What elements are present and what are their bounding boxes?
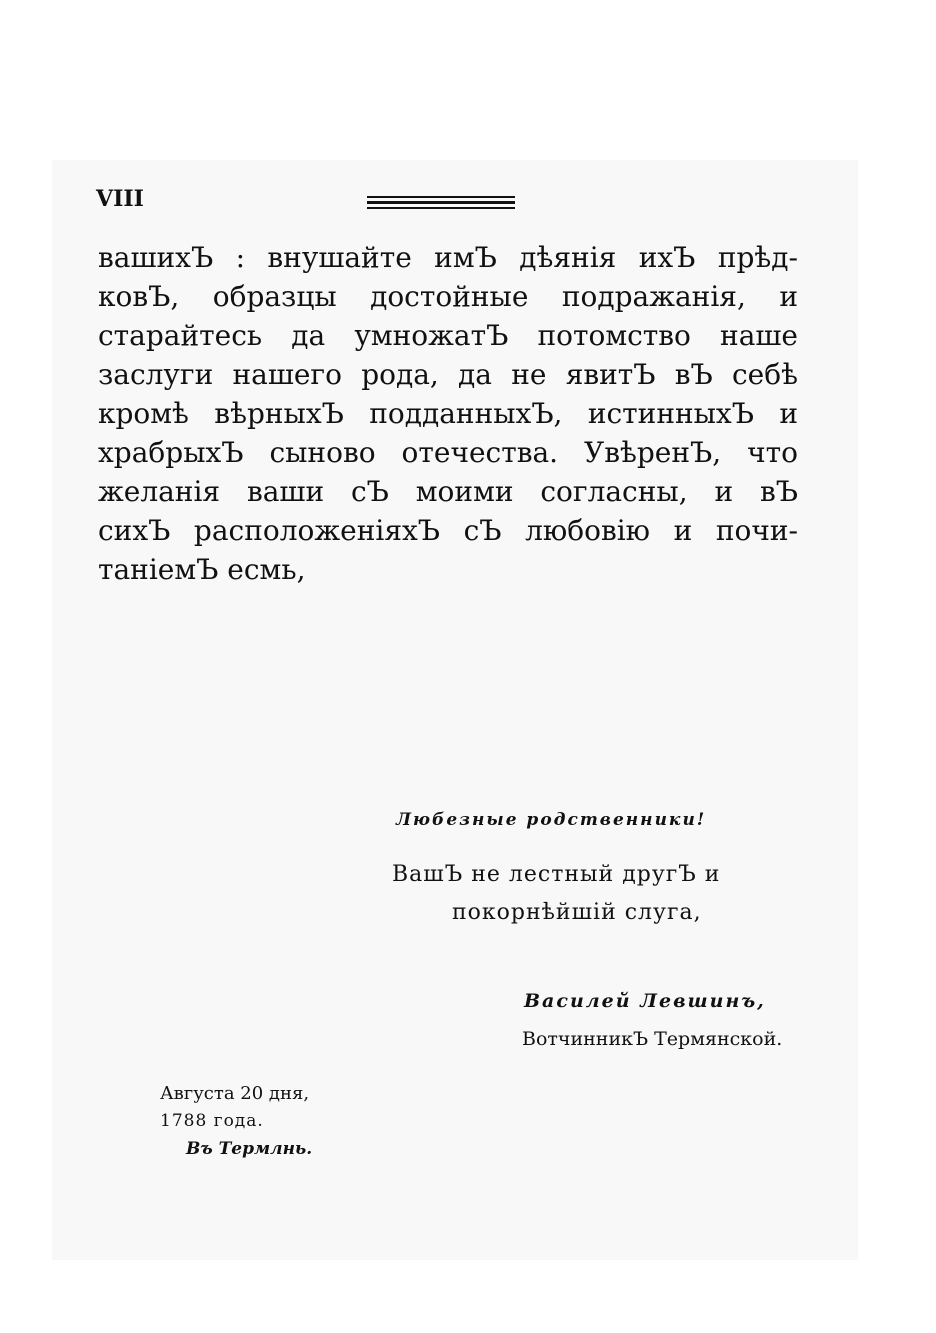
body-line: таніемЪ есмь, bbox=[98, 553, 306, 586]
closing-line: покорнѣйшій слуга, bbox=[452, 900, 702, 925]
dateline-year: 1788 года. bbox=[160, 1111, 264, 1131]
body-line: желанія ваши сЪ моими согласны, и вЪ bbox=[98, 475, 798, 508]
ornament-rule bbox=[367, 207, 515, 209]
page-number: VIII bbox=[96, 186, 144, 212]
signature-title: ВотчинникЪ Термянской. bbox=[522, 1028, 783, 1050]
salutation: Любезные родственники! bbox=[396, 810, 707, 830]
body-line: сихЪ расположеніяхЪ сЪ любовію и почи- bbox=[98, 514, 798, 547]
dateline-place: Въ Термлнь. bbox=[186, 1139, 313, 1159]
body-line: ковЪ, образцы достойные подражанія, и bbox=[98, 280, 798, 313]
closing-line: ВашЪ не лестный другЪ и bbox=[392, 862, 721, 887]
body-paragraph bbox=[98, 238, 798, 589]
dateline-date: Августа 20 дня, bbox=[160, 1083, 310, 1104]
ornament-rule bbox=[367, 201, 515, 204]
header-ornament bbox=[367, 196, 515, 208]
body-line: заслуги нашего рода, да не явитЪ вЪ себѣ bbox=[98, 358, 798, 391]
body-line: вашихЪ : внушайте имЪ дѣянія ихЪ прѣд- bbox=[98, 241, 798, 274]
ornament-rule bbox=[367, 196, 515, 198]
body-line: кромѣ вѣрныхЪ подданныхЪ, истинныхЪ и bbox=[98, 397, 798, 430]
body-line: старайтесь да умножатЪ потомство наше bbox=[98, 319, 798, 352]
signature-name: Василей Левшинъ, bbox=[524, 990, 766, 1012]
body-line: храбрыхЪ сыново отечества. УвѣренЪ, что bbox=[98, 436, 798, 469]
